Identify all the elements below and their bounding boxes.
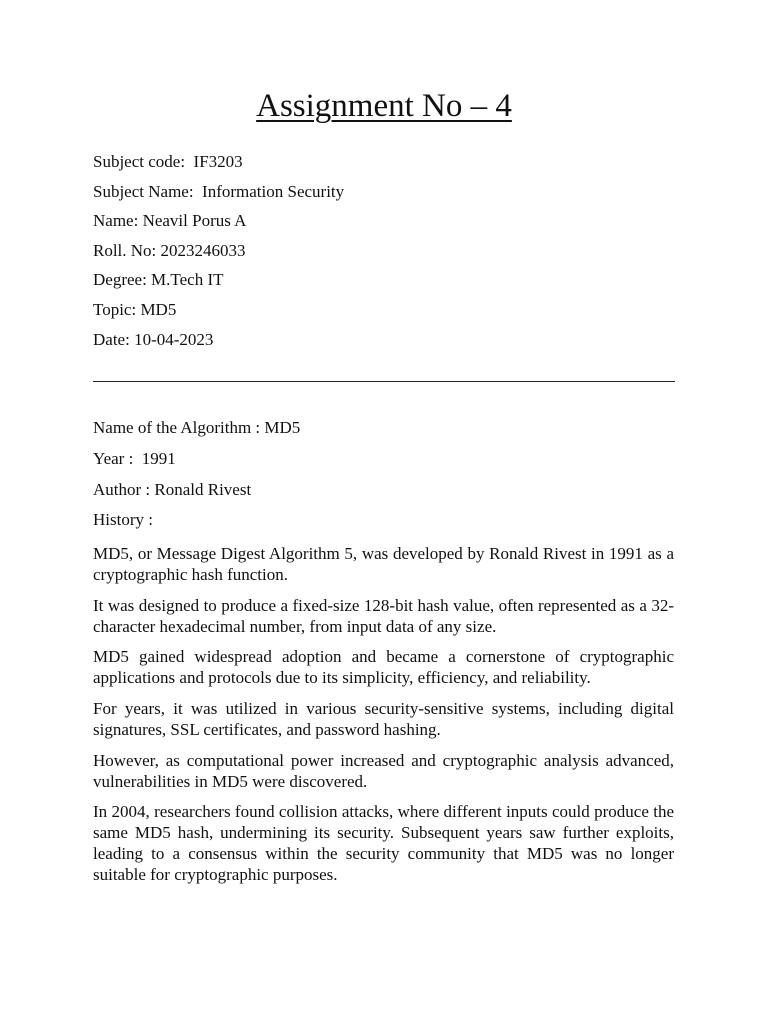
page-title: Assignment No – 4 — [256, 88, 512, 124]
date: Date: 10-04-2023 — [93, 329, 214, 349]
algorithm-name: Name of the Algorithm : MD5 — [93, 418, 301, 437]
paragraph: MD5, or Message Digest Algorithm 5, was developed by Ronald Rivest in 1991 as a cryptographic hash function. — [93, 544, 674, 584]
history-body — [93, 543, 674, 895]
paragraph: MD5 gained widespread adoption and became a cornerstone of cryptographic applications and protocols due to its simplicity, efficiency, and reliability. — [93, 647, 674, 688]
header-info — [93, 152, 344, 359]
paragraph: However, as computational power increased and cryptographic analysis advanced, vulnerabilities in MD5 were discovered. — [93, 750, 674, 791]
subject-name: Subject Name: Information Security — [93, 181, 345, 201]
history-label: History : — [93, 510, 153, 530]
paragraph: It was designed to produce a fixed-size 128-bit hash value, often represented as a 32-character hexadecimal number, from input data of any size. — [93, 595, 674, 636]
paragraph: For years, it was utilized in various security-sensitive systems, including digital signatures, SSL certificates, and password hashing. — [93, 699, 674, 740]
horizontal-divider — [93, 381, 675, 382]
student-name: Name: Neavil Porus A — [93, 211, 247, 231]
algorithm-year: Year : 1991 — [93, 448, 176, 468]
roll-number: Roll. No: 2023246033 — [93, 240, 246, 260]
subject-code: Subject code: IF3203 — [93, 152, 243, 171]
paragraph: In 2004, researchers found collision attacks, where different inputs could produce the same MD5 hash, undermining its security. Subsequent years saw further exploits, leading to a consensus within the security community that MD5 was no longer suitable for cryptographic purposes. — [93, 802, 674, 885]
algorithm-author: Author : Ronald Rivest — [93, 479, 252, 499]
algorithm-info — [93, 418, 300, 541]
degree: Degree: M.Tech IT — [93, 270, 224, 290]
topic: Topic: MD5 — [93, 299, 177, 319]
